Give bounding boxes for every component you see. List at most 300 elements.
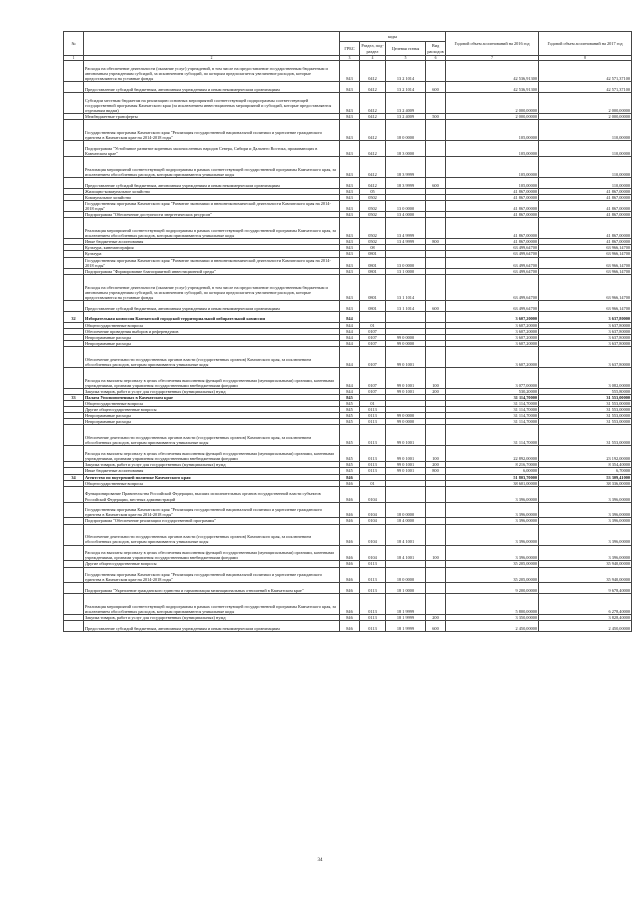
amount-2017: 6 278,40000 — [539, 594, 632, 615]
grbs-code: 843 — [340, 120, 360, 141]
amount-2016: 3 077,00000 — [446, 367, 539, 388]
row-name: Закупка товаров, работ и услуг для государственных (муниципальных) нужд — [84, 388, 340, 394]
razdel-code: 01 — [360, 401, 386, 407]
row-number — [64, 200, 84, 211]
row-name: Другие общегосударственные вопросы — [84, 561, 340, 567]
vid-code — [426, 486, 446, 502]
amount-2016: 31 114,70000 — [446, 394, 539, 400]
row-name: Подпрограмма "Обеспечение доступности энергетических ресурсов" — [84, 212, 340, 218]
cel-code: 13 0 0000 — [386, 200, 426, 211]
grbs-code: 846 — [340, 524, 360, 545]
row-number — [64, 446, 84, 462]
vid-code — [426, 61, 446, 82]
row-name: Расходы на выплаты персоналу в целях обеспечения выполнения функций государственными (муниципальными) органами, казенными учреждениями, органами управления государственными внебюджетными фондами — [84, 446, 340, 462]
amount-2017: 3 396,00000 — [539, 524, 632, 545]
table-row — [64, 621, 632, 632]
vid-code — [426, 218, 446, 239]
row-name: Государственная программа Камчатского края "Развитие экономики и внешнеэкономической деятельности Камчатского края на 2014-2018 годы" — [84, 200, 340, 211]
amount-2017: 31 553,00000 — [539, 394, 632, 400]
header-name — [84, 32, 340, 56]
razdel-code: 0113 — [360, 594, 386, 615]
amount-2016: 31 114,70000 — [446, 413, 539, 419]
table-row — [64, 583, 632, 594]
amount-2017: 63 966,14700 — [539, 268, 632, 274]
header-codes: коды — [340, 32, 446, 42]
row-number — [64, 346, 84, 367]
amount-2017: 42 571,37100 — [539, 61, 632, 82]
row-name: Непрограммные расходы — [84, 334, 340, 340]
razdel-code: 0412 — [360, 120, 386, 141]
index-cell: 2 — [84, 56, 340, 61]
row-number — [64, 141, 84, 157]
cel-code: 13 1 0000 — [386, 268, 426, 274]
razdel-code: 0107 — [360, 346, 386, 367]
row-name: Расходы на обеспечение деятельности (оказание услуг) учреждений, в том числе на предоставление государственным бюджетным и автономным учреждениям субсидий, за исключением субсидий, по которым предполагается увеличение расходов, которые предоставляются на уставные фонды — [84, 274, 340, 300]
grbs-code: 846 — [340, 502, 360, 518]
cel-code — [386, 311, 426, 322]
grbs-code: 845 — [340, 446, 360, 462]
cel-code — [386, 486, 426, 502]
row-name: Общегосударственные вопросы — [84, 480, 340, 486]
vid-code — [426, 583, 446, 594]
grbs-code: 844 — [340, 388, 360, 394]
cel-code: 13 2 4009 — [386, 114, 426, 120]
razdel-code: 0113 — [360, 615, 386, 621]
cel-code: 18 0 0000 — [386, 120, 426, 141]
row-name: Обеспечение деятельности государственных органов власти (государственных органов) Камчатского края, за исключением обособленных расходов, которым присваиваются уникальные коды — [84, 425, 340, 446]
row-name: Закупка товаров, работ и услуг для государственных (муниципальных) нужд — [84, 462, 340, 468]
row-name: Предоставление субсидий бюджетным, автономным учреждениям и иным некоммерческим организациям — [84, 177, 340, 188]
amount-2017: 555,80000 — [539, 388, 632, 394]
vid-code — [426, 141, 446, 157]
cel-code: 18 3 9999 — [386, 156, 426, 177]
cel-code: 18 4 1001 — [386, 524, 426, 545]
razdel-code: 01 — [360, 322, 386, 328]
row-number — [64, 120, 84, 141]
vid-code: 600 — [426, 621, 446, 632]
amount-2016: 3 396,00000 — [446, 518, 539, 524]
table-row — [64, 311, 632, 322]
amount-2017: 41 867,00000 — [539, 239, 632, 245]
amount-2017: 31 553,00000 — [539, 425, 632, 446]
amount-2016: 35 205,00000 — [446, 561, 539, 567]
index-cell: 3 — [340, 56, 360, 61]
grbs-code: 844 — [340, 322, 360, 328]
amount-2017: 2 000,00000 — [539, 93, 632, 114]
table-row — [64, 200, 632, 211]
amount-2017: 63 966,14700 — [539, 257, 632, 268]
razdel-code: 0113 — [360, 468, 386, 474]
grbs-code: 844 — [340, 328, 360, 334]
cel-code: 99 0 1001 — [386, 388, 426, 394]
razdel-code: 0502 — [360, 194, 386, 200]
amount-2017: 35 940,00000 — [539, 567, 632, 583]
cel-code: 18 0 0000 — [386, 567, 426, 583]
table-row — [64, 93, 632, 114]
table-row — [64, 300, 632, 311]
cel-code: 13 1 1014 — [386, 300, 426, 311]
amount-2017: 31 553,00000 — [539, 407, 632, 413]
cel-code: 13 0 0000 — [386, 257, 426, 268]
razdel-code: 0113 — [360, 407, 386, 413]
amount-2016: 3 607,20000 — [446, 334, 539, 340]
amount-2017: 8 354,40000 — [539, 462, 632, 468]
amount-2017: 6,70000 — [539, 468, 632, 474]
grbs-code: 845 — [340, 407, 360, 413]
vid-code — [426, 274, 446, 300]
amount-2016: 3 396,00000 — [446, 502, 539, 518]
razdel-code: 0113 — [360, 567, 386, 583]
amount-2017: 38 336,00000 — [539, 480, 632, 486]
amount-2017: 2 000,00000 — [539, 114, 632, 120]
row-name: Предоставление субсидий бюджетным, автономным учреждениям и иным некоммерческим организациям — [84, 621, 340, 632]
amount-2016: 105,00000 — [446, 141, 539, 157]
cel-code: 99 0 1001 — [386, 462, 426, 468]
cel-code: 13 4 0000 — [386, 212, 426, 218]
grbs-code: 843 — [340, 239, 360, 245]
vid-code: 600 — [426, 300, 446, 311]
header-razdel: Раздел, под-раздел — [361, 43, 384, 54]
grbs-code: 843 — [340, 82, 360, 93]
cel-code: 18 1 9999 — [386, 594, 426, 615]
row-name: Непрограммные расходы — [84, 413, 340, 419]
grbs-code: 843 — [340, 218, 360, 239]
amount-2016: 63 499,64700 — [446, 251, 539, 257]
table-row — [64, 141, 632, 157]
row-name: Субсидии местным бюджетам на реализацию основных мероприятий соответствующей подпрограммы соответствующей государственной программы Камчатского края (за исключением инвестиционных мероприятий и субсидий, которые предоставляются отдельным видам) — [84, 93, 340, 114]
vid-code: 600 — [426, 82, 446, 93]
amount-2016: 105,00000 — [446, 156, 539, 177]
row-name: Подпрограмма "Формирование благоприятной инвестиционной среды" — [84, 268, 340, 274]
row-number — [64, 218, 84, 239]
row-name: Подпрограмма "Обеспечение реализации государственной программы" — [84, 518, 340, 524]
grbs-code: 843 — [340, 188, 360, 194]
table-row — [64, 594, 632, 615]
razdel-code: 0113 — [360, 419, 386, 425]
amount-2017: 23 192,00000 — [539, 446, 632, 462]
index-cell: 5 — [386, 56, 426, 61]
cel-code: 13 2 4009 — [386, 93, 426, 114]
row-name: Государственная программа Камчатского края "Развитие экономики и внешнеэкономической деятельности Камчатского края на 2014-2018 годы" — [84, 257, 340, 268]
table-body — [64, 56, 632, 632]
razdel-code: 0502 — [360, 239, 386, 245]
amount-2016: 3 396,00000 — [446, 524, 539, 545]
grbs-code: 846 — [340, 474, 360, 480]
row-name: Функционирование Правительства Российской Федерации, высших исполнительных органов государственной власти субъектов Российской Федерации, местных администраций — [84, 486, 340, 502]
grbs-code: 845 — [340, 413, 360, 419]
razdel-code: 0113 — [360, 425, 386, 446]
cel-code: 99 0 0000 — [386, 340, 426, 346]
cel-code: 18 0 0000 — [386, 502, 426, 518]
amount-2016: 35 205,00000 — [446, 567, 539, 583]
grbs-code: 844 — [340, 367, 360, 388]
amount-2017: 110,00000 — [539, 120, 632, 141]
amount-2016: 41 867,00000 — [446, 194, 539, 200]
vid-code — [426, 502, 446, 518]
vid-code — [426, 120, 446, 141]
grbs-code: 846 — [340, 594, 360, 615]
row-number — [64, 82, 84, 93]
amount-2016: 105,00000 — [446, 120, 539, 141]
vid-code: 800 — [426, 239, 446, 245]
vid-code: 800 — [426, 468, 446, 474]
row-number — [64, 156, 84, 177]
razdel-code: 0113 — [360, 561, 386, 567]
amount-2016: 63 499,64700 — [446, 300, 539, 311]
amount-2017: 2 450,00000 — [539, 621, 632, 632]
table-row — [64, 524, 632, 545]
row-name: Общегосударственные вопросы — [84, 401, 340, 407]
row-number — [64, 300, 84, 311]
cel-code: 18 3 9999 — [386, 177, 426, 188]
header-vid: Вид расходов — [427, 43, 444, 54]
cel-code: 13 4 9999 — [386, 218, 426, 239]
amount-2017: 53 309,41000 — [539, 474, 632, 480]
table-row — [64, 486, 632, 502]
razdel-code: 0104 — [360, 486, 386, 502]
razdel-code: 05 — [360, 188, 386, 194]
row-number — [64, 502, 84, 518]
amount-2016: 31 114,70000 — [446, 407, 539, 413]
cel-code: 13 2 1014 — [386, 61, 426, 82]
amount-2016: 8 216,70000 — [446, 462, 539, 468]
amount-2017: 41 867,00000 — [539, 212, 632, 218]
vid-code — [426, 200, 446, 211]
razdel-code: 0502 — [360, 212, 386, 218]
table-row — [64, 61, 632, 82]
grbs-code: 846 — [340, 567, 360, 583]
razdel-code: 0113 — [360, 583, 386, 594]
grbs-code: 845 — [340, 468, 360, 474]
amount-2016: 31 114,70000 — [446, 419, 539, 425]
cel-code: 99 0 1001 — [386, 367, 426, 388]
table-row — [64, 502, 632, 518]
amount-2016: 22 892,00000 — [446, 446, 539, 462]
razdel-code: 0412 — [360, 177, 386, 188]
cel-code: 99 0 1001 — [386, 468, 426, 474]
header-row-1 — [64, 32, 632, 42]
vid-code — [426, 346, 446, 367]
row-name: Обеспечение деятельности государственных органов власти (государственных органов) Камчатского края, за исключением обособленных расходов, которым присваиваются уникальные коды — [84, 346, 340, 367]
amount-2017: 110,00000 — [539, 156, 632, 177]
cel-code: 99 0 1001 — [386, 346, 426, 367]
razdel-code: 0107 — [360, 388, 386, 394]
grbs-code: 843 — [340, 93, 360, 114]
grbs-code: 843 — [340, 177, 360, 188]
row-name: Непрограммные расходы — [84, 340, 340, 346]
vid-code — [426, 425, 446, 446]
vid-code: 500 — [426, 114, 446, 120]
razdel-code: 0107 — [360, 367, 386, 388]
razdel-code — [360, 311, 386, 322]
vid-code — [426, 93, 446, 114]
vid-code: 200 — [426, 615, 446, 621]
row-number: 32 — [64, 311, 84, 322]
vid-code: 200 — [426, 462, 446, 468]
grbs-code: 843 — [340, 251, 360, 257]
grbs-code: 845 — [340, 419, 360, 425]
row-name: Реализация мероприятий соответствующей подпрограммы в рамках соответствующей государственной программы Камчатского края, за исключением обособленных расходов, которым присваиваются уникальные коды — [84, 218, 340, 239]
table-row — [64, 545, 632, 561]
header-grbs: ГРБС — [340, 42, 360, 56]
index-cell: 4 — [360, 56, 386, 61]
grbs-code: 846 — [340, 561, 360, 567]
razdel-code: 0104 — [360, 524, 386, 545]
razdel-code: 0113 — [360, 446, 386, 462]
vid-code — [426, 257, 446, 268]
amount-2016: 41 867,00000 — [446, 200, 539, 211]
row-name: Другие общегосударственные вопросы — [84, 407, 340, 413]
amount-2016: 42 536,91300 — [446, 82, 539, 93]
amount-2016: 51 803,70000 — [446, 474, 539, 480]
razdel-code: 0412 — [360, 141, 386, 157]
amount-2016: 41 867,00000 — [446, 239, 539, 245]
amount-2017: 3 082,00000 — [539, 367, 632, 388]
row-name: Реализация мероприятий соответствующей подпрограммы в рамках соответствующей государственной программы Камчатского края, за исключением обособленных расходов, которым присваиваются уникальные коды — [84, 156, 340, 177]
row-number — [64, 274, 84, 300]
grbs-code: 845 — [340, 394, 360, 400]
row-name: Общегосударственные вопросы — [84, 322, 340, 328]
amount-2017: 3 396,00000 — [539, 518, 632, 524]
header-2016: Годовой объем ассигнований на 2016 год — [446, 32, 539, 56]
amount-2016: 3 396,00000 — [446, 486, 539, 502]
row-number — [64, 545, 84, 561]
amount-2016: 3 607,20000 — [446, 346, 539, 367]
row-number — [64, 425, 84, 446]
amount-2017: 110,00000 — [539, 141, 632, 157]
row-name: Иные бюджетные ассигнования — [84, 468, 340, 474]
row-number — [64, 524, 84, 545]
amount-2017: 31 553,00000 — [539, 419, 632, 425]
grbs-code: 846 — [340, 621, 360, 632]
amount-2016: 2 000,00000 — [446, 93, 539, 114]
razdel-code: 0502 — [360, 218, 386, 239]
amount-2016: 105,00000 — [446, 177, 539, 188]
vid-code — [426, 156, 446, 177]
amount-2016: 3 607,20000 — [446, 322, 539, 328]
row-number — [64, 486, 84, 502]
razdel-code: 0801 — [360, 300, 386, 311]
cel-code: 18 3 0000 — [386, 141, 426, 157]
table-row — [64, 177, 632, 188]
razdel-code: 0412 — [360, 114, 386, 120]
grbs-code: 843 — [340, 212, 360, 218]
razdel-code: 0801 — [360, 257, 386, 268]
razdel-code: 0107 — [360, 328, 386, 334]
grbs-code: 843 — [340, 61, 360, 82]
vid-code — [426, 594, 446, 615]
razdel-code: 0801 — [360, 268, 386, 274]
amount-2017: 3 396,00000 — [539, 545, 632, 561]
amount-2016: 3 607,20000 — [446, 311, 539, 322]
grbs-code: 843 — [340, 156, 360, 177]
grbs-code: 846 — [340, 545, 360, 561]
amount-2017: 63 966,14700 — [539, 245, 632, 251]
table-row — [64, 367, 632, 388]
row-name: Подпрограмма "Укрепление гражданского единства и гармонизация межнациональных отношений в Камчатском крае" — [84, 583, 340, 594]
table-row — [64, 120, 632, 141]
grbs-code: 845 — [340, 425, 360, 446]
razdel-code: 0801 — [360, 251, 386, 257]
razdel-code: 0412 — [360, 82, 386, 93]
page-number: 34 — [317, 858, 323, 863]
vid-code: 200 — [426, 388, 446, 394]
amount-2017: 3 637,80000 — [539, 340, 632, 346]
razdel-code: 0502 — [360, 200, 386, 211]
amount-2016: 5 800,00000 — [446, 594, 539, 615]
razdel-code: 0107 — [360, 334, 386, 340]
razdel-code: 01 — [360, 480, 386, 486]
row-name: Межбюджетные трансферты — [84, 114, 340, 120]
table-row — [64, 274, 632, 300]
amount-2016: 38 601,00000 — [446, 480, 539, 486]
amount-2017: 41 867,00000 — [539, 200, 632, 211]
vid-code — [426, 567, 446, 583]
row-name: Подпрограмма "Устойчивое развитие коренных малочисленных народов Севера, Сибири и Дальнего Востока, проживающих в Камчатском крае" — [84, 141, 340, 157]
grbs-code: 844 — [340, 346, 360, 367]
amount-2016: 31 114,70000 — [446, 401, 539, 407]
amount-2017: 63 966,14700 — [539, 300, 632, 311]
amount-2016: 3 350,00000 — [446, 615, 539, 621]
amount-2016: 3 607,20000 — [446, 328, 539, 334]
amount-2017: 42 571,37100 — [539, 82, 632, 93]
row-name: Коммунальное хозяйство — [84, 194, 340, 200]
table-row — [64, 567, 632, 583]
row-name: Обеспечение проведения выборов и референдумов — [84, 328, 340, 334]
grbs-code: 846 — [340, 486, 360, 502]
row-name: Закупка товаров, работ и услуг для государственных (муниципальных) нужд — [84, 615, 340, 621]
table-row — [64, 218, 632, 239]
index-cell: 6 — [426, 56, 446, 61]
row-number: 34 — [64, 474, 84, 480]
amount-2016: 63 499,64700 — [446, 257, 539, 268]
amount-2016: 3 607,20000 — [446, 340, 539, 346]
vid-code — [426, 311, 446, 322]
razdel-code: 0113 — [360, 462, 386, 468]
grbs-code: 843 — [340, 194, 360, 200]
row-number — [64, 257, 84, 268]
budget-table — [63, 31, 632, 632]
grbs-code: 845 — [340, 401, 360, 407]
cel-code: 18 1 0000 — [386, 583, 426, 594]
row-number — [64, 93, 84, 114]
table-row — [64, 446, 632, 462]
row-name: Палата Уполномоченных в Камчатском крае — [84, 394, 340, 400]
table-row — [64, 82, 632, 93]
grbs-code: 846 — [340, 583, 360, 594]
vid-code: 100 — [426, 545, 446, 561]
grbs-code: 843 — [340, 268, 360, 274]
row-name: Государственная программа Камчатского края "Реализация государственной национальной политики и укрепление гражданского единства в Камчатском крае на 2014-2018 годы" — [84, 502, 340, 518]
amount-2016: 41 867,00000 — [446, 188, 539, 194]
razdel-code: 0412 — [360, 61, 386, 82]
cel-code: 13 1 1014 — [386, 274, 426, 300]
cel-code: 99 0 0000 — [386, 413, 426, 419]
grbs-code: 843 — [340, 257, 360, 268]
cel-code: 99 0 0000 — [386, 419, 426, 425]
row-name: Обеспечение деятельности государственных органов власти (государственных органов) Камчатского края, за исключением обособленных расходов, которым присваиваются уникальные коды — [84, 524, 340, 545]
amount-2017: 31 553,00000 — [539, 413, 632, 419]
amount-2016: 63 499,64700 — [446, 245, 539, 251]
table-row — [64, 425, 632, 446]
amount-2017: 3 637,80000 — [539, 334, 632, 340]
amount-2017: 3 637,80000 — [539, 311, 632, 322]
row-number — [64, 583, 84, 594]
header-cel: Целевая статья — [386, 42, 426, 56]
vid-code: 600 — [426, 177, 446, 188]
budget-document — [63, 31, 631, 632]
grbs-code: 844 — [340, 334, 360, 340]
